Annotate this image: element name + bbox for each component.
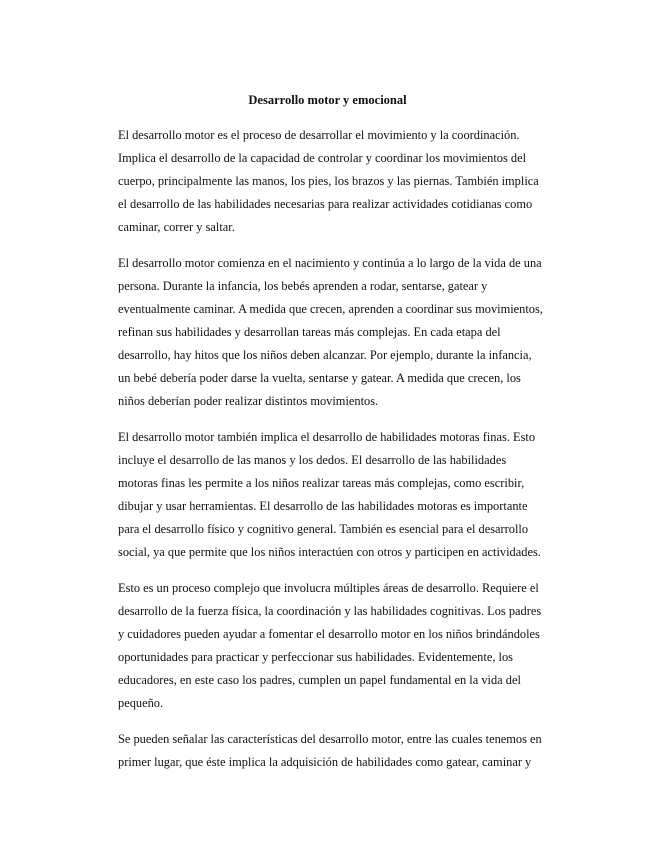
text-line: pequeño. bbox=[118, 696, 164, 710]
text-line: persona. Durante la infancia, los bebés aprenden a rodar, sentarse, gatear y bbox=[118, 279, 488, 293]
text-line: motoras finas les permite a los niños realizar tareas más complejas, como escribir, bbox=[118, 476, 525, 490]
text-line: primer lugar, que éste implica la adquisición de habilidades como gatear, caminar y bbox=[118, 755, 532, 769]
text-line: educadores, en este caso los padres, cumplen un papel fundamental en la vida del bbox=[118, 673, 521, 687]
text-line: incluye el desarrollo de las manos y los dedos. El desarrollo de las habilidades bbox=[118, 453, 507, 467]
document-title: Desarrollo motor y emocional bbox=[248, 93, 407, 107]
text-line: Implica el desarrollo de la capacidad de controlar y coordinar los movimientos del bbox=[118, 151, 527, 165]
text-line: dibujar y usar herramientas. El desarrollo de las habilidades motoras es importante bbox=[118, 499, 528, 513]
text-line: oportunidades para practicar y perfeccionar sus habilidades. Evidentemente, los bbox=[118, 650, 513, 664]
paragraph-4 bbox=[118, 577, 548, 715]
text-line: Se pueden señalar las características del desarrollo motor, entre las cuales tenemos en bbox=[118, 732, 542, 746]
text-line: refinan sus habilidades y desarrollan tareas más complejas. En cada etapa del bbox=[118, 325, 501, 339]
text-line: un bebé debería poder darse la vuelta, sentarse y gatear. A medida que crecen, los bbox=[118, 371, 521, 385]
text-line: para el desarrollo físico y cognitivo general. También es esencial para el desarrollo bbox=[118, 522, 529, 536]
paragraph-3 bbox=[118, 426, 548, 564]
text-line: Esto es un proceso complejo que involucra múltiples áreas de desarrollo. Requiere el bbox=[118, 581, 539, 595]
paragraph-5 bbox=[118, 728, 548, 774]
text-line: niños deberían poder realizar distintos movimientos. bbox=[118, 394, 379, 408]
document-body bbox=[118, 124, 548, 787]
text-line: y cuidadores pueden ayudar a fomentar el desarrollo motor en los niños brindándoles bbox=[118, 627, 540, 641]
text-line: caminar, correr y saltar. bbox=[118, 220, 235, 234]
text-line: desarrollo, hay hitos que los niños deben alcanzar. Por ejemplo, durante la infancia, bbox=[118, 348, 532, 362]
text-line: social, ya que permite que los niños interactúen con otros y participen en actividades. bbox=[118, 545, 541, 559]
text-line: desarrollo de la fuerza física, la coordinación y las habilidades cognitivas. Los padres bbox=[118, 604, 542, 618]
text-line: El desarrollo motor es el proceso de desarrollar el movimiento y la coordinación. bbox=[118, 128, 520, 142]
text-line: el desarrollo de las habilidades necesarias para realizar actividades cotidianas como bbox=[118, 197, 533, 211]
text-line: El desarrollo motor también implica el desarrollo de habilidades motoras finas. Esto bbox=[118, 430, 536, 444]
paragraph-1 bbox=[118, 124, 548, 239]
text-line: eventualmente caminar. A medida que crecen, aprenden a coordinar sus movimientos, bbox=[118, 302, 543, 316]
text-line: cuerpo, principalmente las manos, los pies, los brazos y las piernas. También implica bbox=[118, 174, 539, 188]
paragraph-2 bbox=[118, 252, 548, 413]
text-line: El desarrollo motor comienza en el nacimiento y continúa a lo largo de la vida de una bbox=[118, 256, 542, 270]
